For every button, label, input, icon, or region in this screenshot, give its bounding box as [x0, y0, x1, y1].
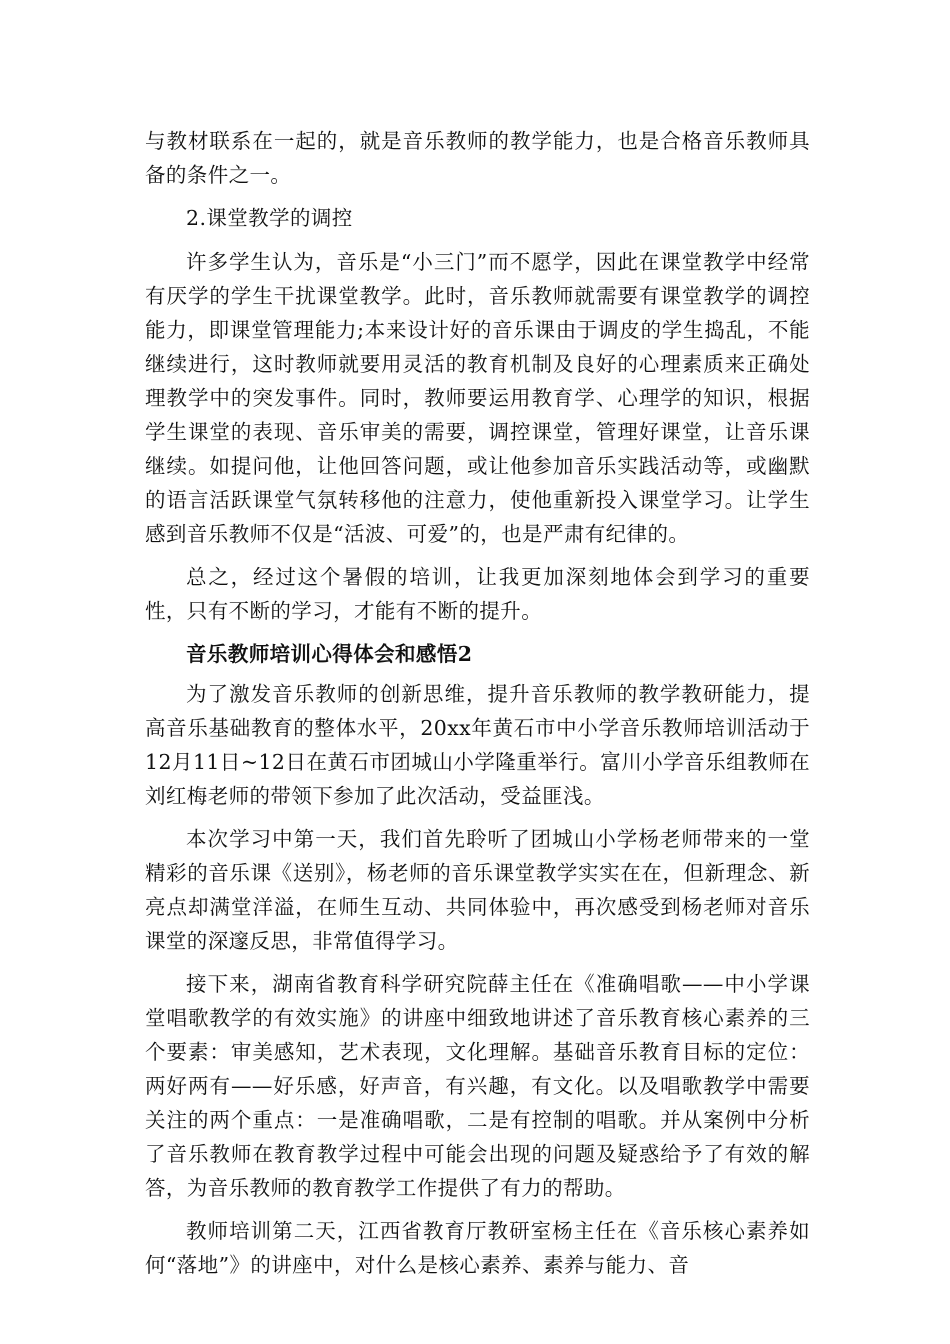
- paragraph-continuation: 与教材联系在一起的，就是音乐教师的教学能力，也是合格音乐教师具备的条件之一。: [145, 129, 810, 187]
- paragraph-lecture-xue: 接下来，湖南省教育科学研究院薛主任在《准确唱歌——中小学课堂唱歌教学的有效实施》的讲座中细致地讲述了音乐教育核心素养的三个要素：审美感知，艺术表现，文化理解。基础音乐教育目标的定位：两好两有——好乐感，好声音，有兴趣，有文化。以及唱歌教学中需要关注的两个重点：一是准确唱歌，二是有控制的唱歌。并从案例中分析了音乐教师在教育教学过程中可能会出现的问题及疑惑给予了有效的解答，为音乐教师的教育教学工作提供了有力的帮助。: [145, 972, 810, 1200]
- paragraph-training-intro: 为了激发音乐教师的创新思维，提升音乐教师的教学教研能力，提高音乐基础教育的整体水平，20xx年黄石市中小学音乐教师培训活动于12月11日~12日在黄石市团城山小学隆重举行。富川小学音乐组教师在刘红梅老师的带领下参加了此次活动，受益匪浅。: [145, 682, 810, 808]
- paragraph-day-two: 教师培训第二天，江西省教育厅教研室杨主任在《音乐核心素养如何“落地”》的讲座中，对什么是核心素养、素养与能力、音: [145, 1219, 810, 1277]
- document-body: [145, 124, 810, 1291]
- paragraph-day-one: 本次学习中第一天，我们首先聆听了团城山小学杨老师带来的一堂精彩的音乐课《送别》，杨老师的音乐课堂教学实实在在，但新理念、新亮点却满堂洋溢，在师生互动、共同体验中，再次感受到杨老师对音乐课堂的深邃反思，非常值得学习。: [145, 827, 810, 953]
- section-heading-classroom-control: 2.课堂教学的调控: [186, 206, 353, 230]
- paragraph-summary: 总之，经过这个暑假的培训，让我更加深刻地体会到学习的重要性，只有不断的学习，才能有不断的提升。: [145, 565, 810, 623]
- article-title-2: 音乐教师培训心得体会和感悟2: [186, 642, 473, 666]
- paragraph-classroom-control: 许多学生认为，音乐是“小三门”而不愿学，因此在课堂教学中经常有厌学的学生干扰课堂教学。此时，音乐教师就需要有课堂教学的调控能力，即课堂管理能力;本来设计好的音乐课由于调皮的学生捣乱，不能继续进行，这时教师就要用灵活的教育机制及良好的心理素质来正确处理教学中的突发事件。同时，教师要运用教育学、心理学的知识，根据学生课堂的表现、音乐审美的需要，调控课堂，管理好课堂，让音乐课继续。如提问他，让他回答问题，或让他参加音乐实践活动等，或幽默的语言活跃课堂气氛转移他的注意力，使他重新投入课堂学习。让学生感到音乐教师不仅是“活波、可爱”的，也是严肃有纪律的。: [145, 250, 810, 546]
